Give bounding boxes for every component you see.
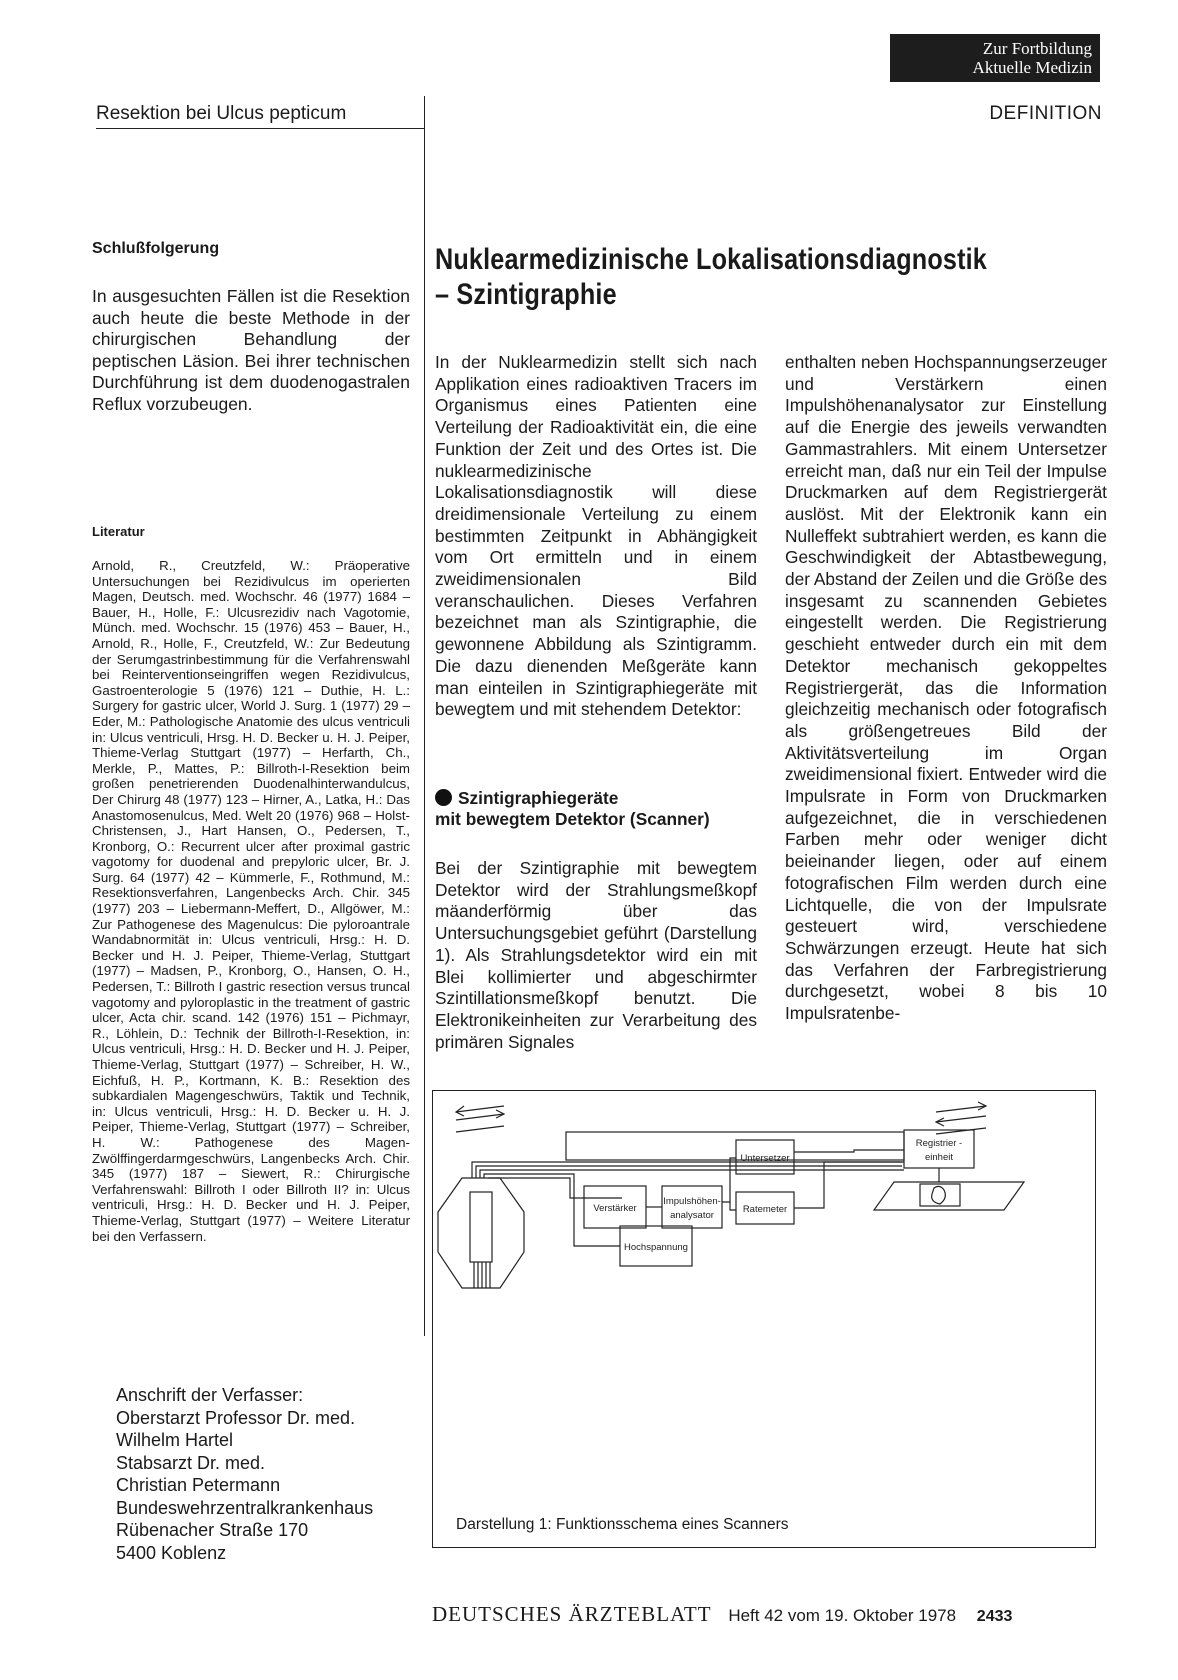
label-analysator-1: Impulshöhen- <box>663 1196 721 1207</box>
figure-caption: Darstellung 1: Funktionsschema eines Scanners <box>456 1516 789 1533</box>
label-untersetzer: Untersetzer <box>740 1153 790 1164</box>
subheading-line-1: Szintigraphiegeräte <box>458 788 619 808</box>
label-hochspannung: Hochspannung <box>624 1242 688 1253</box>
scanner-diagram <box>434 1092 1094 1512</box>
subheading-line-2: mit bewegtem Detektor (Scanner) <box>435 809 710 829</box>
link-ratemeter-registrier <box>794 1162 904 1208</box>
article-title: Nuklearmedizinische Lokalisationsdiagnostik – Szintigraphie <box>435 243 987 311</box>
literature-list: Arnold, R., Creutzfeld, W.: Präoperative Untersuchungen bei Rezidivulcus im operierten Magen, Deutsch. med. Wochschr. 46 (1977) 1684 – Bauer, H., Holle, F.: Ulcusrezidiv nach Vagotomie, Münch. med. Wochschr. 15 (1976) 453 – Bauer, H., Arnold, R., Holle, F., Creutzfeld, W.: Zur Bedeutung der Serumgastrinbestimmung für die Verfahrenswahl bei Reinterventionseingriffen wegen Rezidivulcus, Gastroenterologie 5 (1976) 121 – Duthie, H. L.: Surgery for gastric ulcer, World J. Surg. 1 (1977) 29 – Eder, M.: Pathologische Anatomie des ulcus ventriculi in: Ulcus ventriculi, Hrsg. H. D. Becker u. H. J. Peiper, Thieme-Verlag Stuttgart (1977) – Herfarth, Ch., Merkle, P., Mattes, P.: Billroth-I-Resektion beim großen penetrierenden Duodenalhinterwandulcus, Der Chirurg 48 (1977) 123 – Hirner, A., Latka, H.: Das Anastomosenulcus, Med. Welt 20 (1976) 968 – Holst-Christensen, J., Hart Hansen, O., Pedersen, T., Kronborg, O.: Recurrent ulcer after proximal gastric vagotomy for duodenal and prepyloric ulcer, Br. J. Surg. 64 (1977) 42 – Kümmerle, F., Rothmund, M.: Resektionsverfahren, Langenbecks Arch. Chir. 345 (1977) 203 – Liebermann-Meffert, D., Allgöwer, M.: Zur Pathogenese des Magenulcus: Die pyloroantrale Wandabnormität in: Ulcus ventriculi, Hrsg.: H. D. Becker und H. J. Peiper, Thieme-Verlag, Stuttgart (1977) – Madsen, P., Kronborg, O., Hansen, O. H., Pedersen, T.: Billroth I gastric resection versus truncal vagotomy and pyloroplastic in the treatment of gastric ulcer, Acta chir. scand. 142 (1976) 151 – Pichmayr, R., Löhlein, D.: Technik der Billroth-I-Resektion, in: Ulcus ventriculi, Hrsg.: H. D. Becker und H. J. Peiper, Thieme-Verlag, Stuttgart (1977) – Schreiber, H. W., Eichfuß, H. P., Kortmann, K. B.: Resektion des subkardialen Magengeschwürs, Taktik und Technik, in: Ulcus ventriculi, Hrsg.: H. D. Becker u. H. J. Peiper, Thieme-Verlag, Stuttgart (1977) – Schreiber, H. W.: Pathogenese des Magen-Zwölffingerdarmgeschwürs, Langenbecks Arch. Chir. 345 (1977) 187 – Siewert, R.: Chirurgische Verfahrenswahl: Billroth I oder Billroth II? in: Ulcus ventriculi, Hrsg.: H. D. Becker und H. J. Peiper, Thieme-Verlag, Stuttgart (1977) – Weitere Literatur bei den Verfassern. <box>92 558 410 1244</box>
link-analysator-untersetzer <box>722 1158 736 1202</box>
page-footer <box>432 1602 1104 1627</box>
article-col2-text: enthalten neben Hochspannungserzeuger und Verstärkern einen Impulshöhenanalysator zur Einstellung auf die Energie des jeweils verwandten Gammastrahlers. Mit einem Untersetzer erreicht man, daß nur ein Teil der Impulse Druckmarken auf dem Registriergerät auslöst. Mit der Elektronik kann ein Nulleffekt subtrahiert werden, es kann die Geschwindigkeit der Abtastbewegung, der Abstand der Zeilen und die Größe des insgesamt zu scannenden Gebietes eingestellt werden. Die Registrierung geschieht entweder durch ein mit dem Detektor mechanisch gekoppeltes Registriergerät, das die Information gleichzeitig mechanisch oder fotografisch als größengetreues Bild der Aktivitätsverteilung im Organ zweidimensional fixiert. Entweder wird die Impulsrate in Form von Druckmarken aufgezeichnet, die in verschiedenen Farben mehr oder weniger dicht beieinander liegen, oder auf einem fotografischen Film werden durch eine Lichtquelle, die von der Impulsrate gesteuert wird, verschiedene Schwärzungen erzeugt. Heute hat sich das Verfahren der Farbregistrierung durchgesetzt, wobei 8 bis 10 Impulsratenbe- <box>785 352 1107 1024</box>
scan-motion-arrows-right <box>936 1102 986 1134</box>
column-divider <box>424 96 425 1336</box>
link-hochspannung-detector <box>574 1222 620 1246</box>
article-col1-para2: Bei der Szintigraphie mit bewegtem Detektor wird der Strahlungsmeßkopf mäanderförmig über das Untersuchungsgebiet geführt (Darstellung 1). Als Strahlungsdetektor wird ein mit Blei kollimierter und abgeschirmter Szintillationsmeßkopf benutzt. Die Elektronikeinheiten zur Verarbeitung des primären Signales <box>435 858 757 1052</box>
running-head-left: Resektion bei Ulcus pepticum <box>96 103 347 124</box>
author-address: Anschrift der Verfasser: Oberstarzt Professor Dr. med. Wilhelm Hartel Stabsarzt Dr. med. Christian Petermann Bundeswehrzentralkrankenhaus Rübenacher Straße 170 5400 Koblenz <box>116 1385 374 1563</box>
article-col1-para1: In der Nuklearmedizin stellt sich nach Applikation eines radioaktiven Tracers im Organismus eines Patienten eine Verteilung der Radioaktivität ein, die eine Funktion der Zeit und des Ortes ist. Die nuklearmedizinische Lokalisationsdiagnostik will diese dreidimensionale Verteilung zu einem bestimmten Zeitpunkt in Abhängigkeit vom Ort ermitteln und in einem zweidimensionalen Bild veranschaulichen. Dieses Verfahren bezeichnet man als Szintigraphie, die gewonnene Abbildung als Szintigramm. Die dazu dienenden Meßgeräte kann man einteilen in Szintigraphiegeräte mit bewegtem und mit stehendem Detektor: <box>435 352 757 720</box>
label-registrier-1: Registrier - <box>915 1138 963 1149</box>
literature-heading: Literatur <box>92 524 145 539</box>
scintigram-frame <box>920 1184 960 1206</box>
label-ratemeter: Ratemeter <box>742 1204 788 1215</box>
label-registrier-2: einheit <box>925 1152 953 1163</box>
scan-motion-arrows-left <box>456 1106 504 1132</box>
badge-line-2: Aktuelle Medizin <box>972 58 1092 77</box>
box-analysator <box>662 1186 722 1228</box>
link-untersetzer-registrier <box>794 1150 904 1152</box>
subheading <box>435 788 710 830</box>
conclusion-heading: Schlußfolgerung <box>92 240 220 257</box>
detector-head <box>438 1178 524 1288</box>
conclusion-text: In ausgesuchten Fällen ist die Resektion auch heute die beste Methode in der chirurgischen Behandlung der peptischen Läsion. Bei ihrer technischen Durchführung ist dem duodenogastralen Reflux vorzubeugen. <box>92 286 410 414</box>
link-analysator-ratemeter <box>730 1202 736 1210</box>
section-badge <box>890 34 1100 82</box>
badge-line-1: Zur Fortbildung <box>982 39 1092 58</box>
scintigram-organ-icon <box>932 1186 946 1204</box>
page-number: 2433 <box>976 1608 1013 1625</box>
issue-info: Heft 42 vom 19. Oktober 1978 <box>728 1606 957 1625</box>
journal-name: DEUTSCHES ÄRZTEBLATT <box>432 1602 712 1626</box>
bullet-icon <box>435 789 452 806</box>
running-head-right: DEFINITION <box>989 103 1102 124</box>
mechanical-link <box>566 1132 904 1160</box>
header-rule <box>96 128 424 129</box>
label-verstaerker: Verstärker <box>593 1203 637 1214</box>
label-analysator-2: analysator <box>670 1210 714 1221</box>
